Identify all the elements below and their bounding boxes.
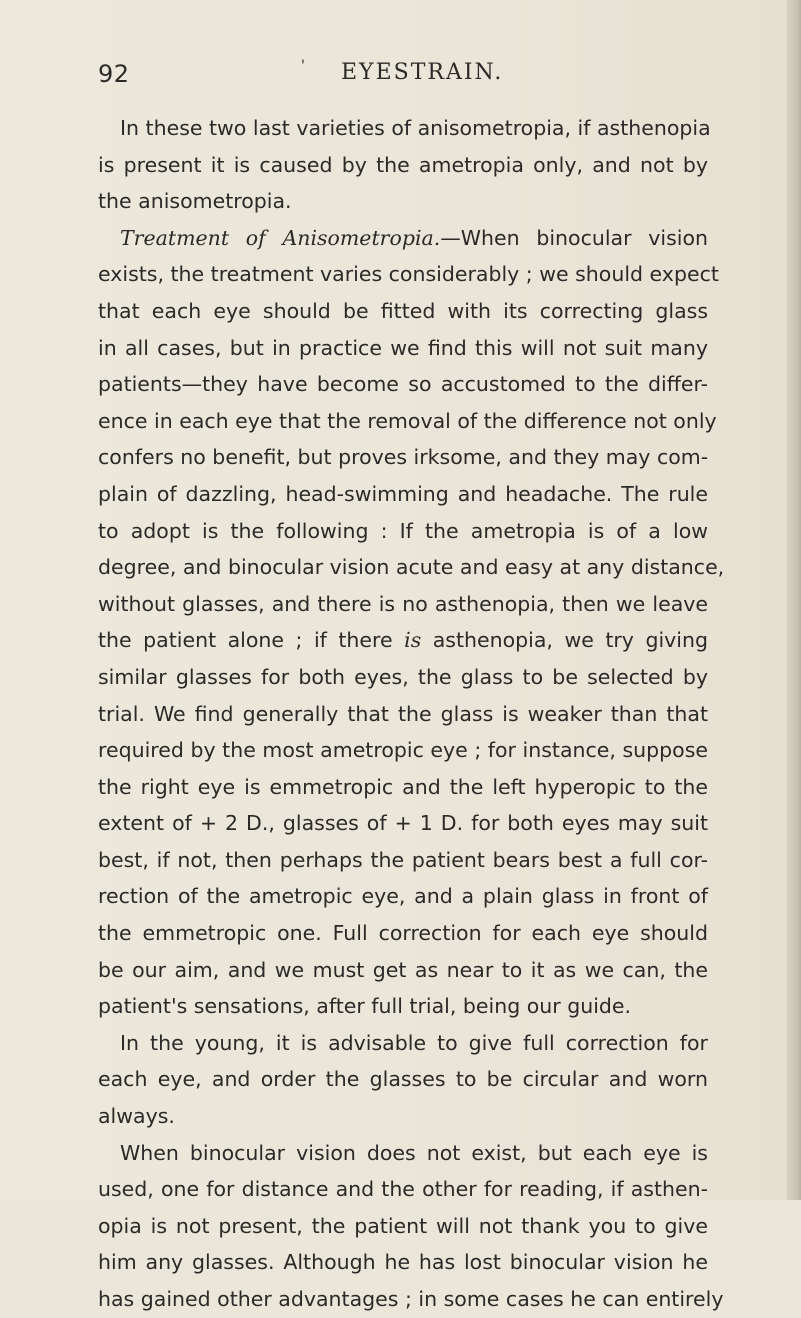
text-line: the right eye is emmetropic and the left hyperopic to the (98, 774, 708, 799)
text-line: opia is not present, the patient will not thank you to give (98, 1213, 708, 1238)
text-line: trial. We find generally that the glass is weaker than that (98, 701, 708, 726)
running-title: EYESTRAIN. (341, 60, 504, 85)
text-line: the emmetropic one. Full correction for each eye should (98, 921, 708, 946)
text-line: ence in each eye that the removal of the difference not only (98, 408, 717, 433)
text-line: best, if not, then perhaps the patient bears best a full cor- (98, 847, 708, 872)
page-edge-shadow (787, 0, 801, 1200)
text-line: is present it is caused by the ametropia only, and not by (98, 152, 708, 177)
page-body (98, 110, 725, 1318)
text-line: exists, the treatment varies considerably ; we should expect (98, 262, 719, 287)
text-line: has gained other advantages ; in some cases he can entirely (98, 1287, 724, 1311)
text-line: required by the most ametropic eye ; for instance, suppose (98, 738, 708, 763)
text-line: used, one for distance and the other for reading, if asthen- (98, 1177, 708, 1202)
text-line: the anisometropia. (98, 189, 292, 214)
text-span: the patient alone ; if there (98, 628, 405, 653)
text-line: him any glasses. Although he has lost binocular vision he (98, 1250, 708, 1275)
text-line (98, 622, 708, 659)
text-line: patient's sensations, after full trial, being our guide. (98, 994, 632, 1019)
running-header (98, 60, 704, 96)
text-line: patients—they have become so accustomed to the differ- (98, 372, 708, 397)
page-number: 92 (98, 60, 130, 88)
text-line: similar glasses for both eyes, the glass to be selected by (98, 664, 708, 689)
text-line (98, 220, 708, 257)
header-mark: ' (301, 58, 305, 74)
text-line: always. (98, 1104, 175, 1129)
text-line: In these two last varieties of anisometropia, if asthenopia (120, 116, 711, 140)
text-line: confers no benefit, but proves irksome, and they may com- (98, 445, 709, 470)
text-line: each eye, and order the glasses to be circular and worn (98, 1067, 708, 1092)
text-line: extent of + 2 D., glasses of + 1 D. for both eyes may suit (98, 811, 708, 836)
text-span: —When binocular vision (440, 225, 708, 250)
text-line: degree, and binocular vision acute and easy at any distance, (98, 555, 725, 580)
text-line: in all cases, but in practice we find this will not suit many (98, 335, 708, 360)
section-heading: Treatment of Anisometropia. (120, 225, 441, 250)
text-line: In the young, it is advisable to give full correction for (120, 1030, 708, 1055)
text-line: that each eye should be fitted with its correcting glass (98, 298, 708, 323)
text-line: without glasses, and there is no asthenopia, then we leave (98, 591, 708, 616)
text-line: rection of the ametropic eye, and a plain glass in front of (98, 884, 708, 909)
text-line: to adopt is the following : If the ametropia is of a low (98, 518, 708, 543)
text-line: be our aim, and we must get as near to it as we can, the (98, 957, 708, 982)
text-span: asthenopia, we try giving (421, 628, 708, 653)
text-line: plain of dazzling, head-swimming and headache. The rule (98, 481, 708, 506)
italic-word: is (404, 628, 422, 653)
text-line: When binocular vision does not exist, but each eye is (120, 1140, 708, 1165)
